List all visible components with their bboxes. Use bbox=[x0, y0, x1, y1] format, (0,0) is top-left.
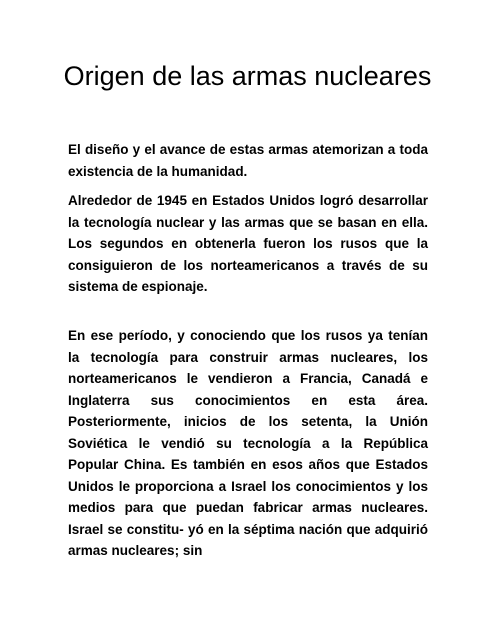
page-title: Origen de las armas nucleares bbox=[63, 61, 432, 91]
paragraph-1945: Alrededor de 1945 en Estados Unidos logró desarrollar la tecnología nuclear y las armas que se basan en ella. Los segundos en obtenerla fueron los rusos que la consiguieron de los norteamericanos a través de su sistema de espionaje. bbox=[68, 193, 428, 294]
paragraph-proliferation: En ese período, y conociendo que los rusos ya tenían la tecnología para construir armas nucleares, los norteamericanos le vendieron a Francia, Canadá e Inglaterra sus conocimientos en esta área. Posteriormente, inicios de los setenta, la Unión Soviética le vendió su tecnología a la República Popular China. Es también en esos años que Estados Unidos le proporciona a Israel los conocimientos y los medios para que puedan fabricar armas nucleares. Israel se constitu- yó en la séptima nación que adquirió armas nucleares; sin bbox=[68, 328, 428, 558]
paragraph-intro: El diseño y el avance de estas armas atemorizan a toda existencia de la humanidad. bbox=[68, 142, 428, 179]
